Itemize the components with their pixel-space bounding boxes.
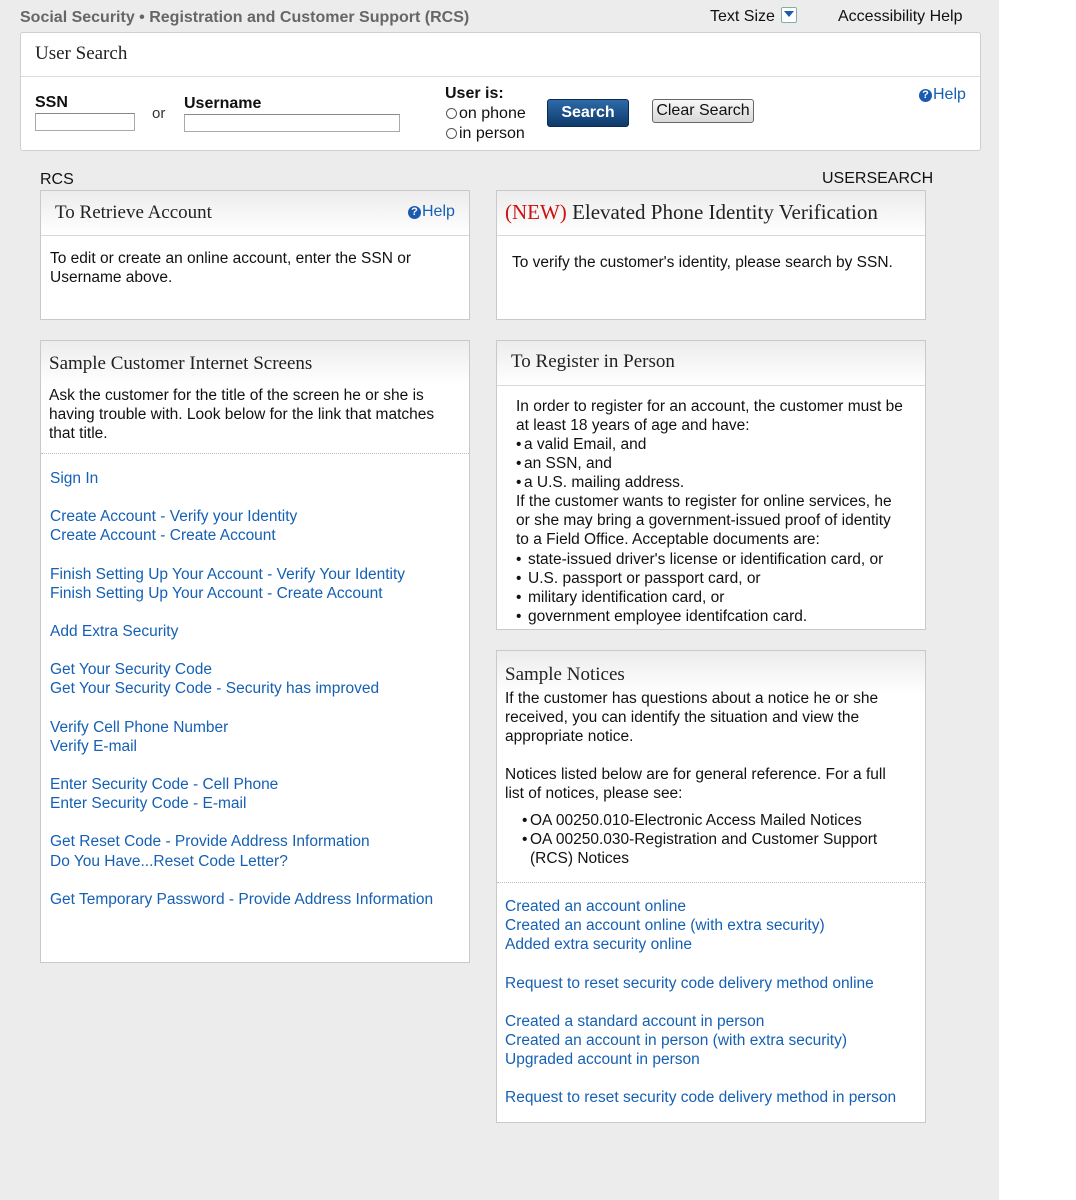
link-group	[505, 897, 896, 955]
requirement-item: • a valid Email, and	[516, 436, 647, 453]
text-size-label: Text Size	[710, 8, 775, 25]
text-line: To edit or create an online account, enter the SSN or	[50, 250, 412, 267]
reference-text[interactable]: OA 00250.010-Electronic Access Mailed Notices	[530, 812, 862, 829]
section-label: RCS	[40, 171, 74, 188]
sample-screens-panel	[40, 340, 470, 963]
screen-link[interactable]: Get Your Security Code - Security has improved	[50, 680, 380, 698]
divider	[497, 385, 925, 386]
radio-in-person-label: in person	[459, 125, 525, 142]
text-line: or she may bring a government-issued proof of identity	[516, 512, 891, 529]
divider	[497, 882, 925, 883]
screen-link[interactable]: Created an account online (with extra security)	[505, 917, 825, 935]
text-line: that title.	[49, 425, 108, 442]
top-bar	[0, 0, 999, 33]
radio-circle-icon[interactable]	[446, 108, 457, 119]
document-item: • government employee identifcation card.	[516, 608, 808, 625]
screen-link[interactable]: Finish Setting Up Your Account - Create Account	[50, 584, 383, 602]
retrieve-account-title: To Retrieve Account	[55, 202, 212, 223]
spacer	[505, 803, 886, 811]
register-in-person-title: To Register in Person	[511, 351, 675, 372]
help-label: Help	[422, 203, 455, 220]
screen-link[interactable]: Verify Cell Phone Number	[50, 718, 229, 736]
link-group	[505, 1088, 896, 1107]
radio-on-phone[interactable]	[446, 105, 526, 123]
spacer	[505, 746, 886, 765]
document-item: • military identification card, or	[516, 589, 725, 606]
divider	[497, 235, 925, 236]
username-input[interactable]	[184, 114, 400, 132]
document-text: government employee identifcation card.	[528, 608, 808, 625]
sample-notices-intro	[505, 689, 886, 868]
reference-text[interactable]: OA 00250.030-Registration and Customer Support	[530, 831, 878, 848]
sample-notices-panel	[496, 650, 926, 1123]
document-item: • U.S. passport or passport card, or	[516, 570, 761, 587]
or-label: or	[152, 105, 166, 122]
screen-link[interactable]: Get Your Security Code	[50, 661, 212, 679]
document-item: • state-issued driver's license or identification card, or	[516, 551, 884, 568]
link-group	[50, 775, 433, 813]
link-group	[505, 974, 896, 993]
user-search-title: User Search	[35, 43, 128, 64]
screen-link[interactable]: Create Account - Verify your Identity	[50, 508, 298, 526]
link-group	[50, 469, 433, 488]
screen-link[interactable]: Request to reset security code delivery method in person	[505, 1089, 897, 1107]
divider	[41, 235, 469, 236]
requirement-text: a valid Email, and	[524, 436, 647, 453]
text-line: Username above.	[50, 269, 173, 286]
document-text: U.S. passport or passport card, or	[528, 570, 761, 587]
help-icon: ?	[408, 206, 421, 219]
reference-item[interactable]: • OA 00250.010-Electronic Access Mailed Notices	[522, 812, 862, 829]
text-line: In order to register for an account, the customer must be	[516, 398, 903, 415]
screen-link[interactable]: Sign In	[50, 470, 99, 487]
screen-link[interactable]: Created an account online	[505, 898, 686, 915]
ssn-input[interactable]	[35, 113, 135, 131]
text-line: If the customer has questions about a notice he or she	[505, 690, 879, 707]
user-search-help-link[interactable]	[919, 86, 966, 104]
screen-link[interactable]: Added extra security online	[505, 936, 692, 954]
link-group	[50, 622, 433, 641]
link-group	[50, 718, 433, 756]
screen-id: USERSEARCH	[822, 170, 934, 187]
retrieve-account-help-link[interactable]	[408, 203, 455, 221]
retrieve-account-text	[50, 249, 411, 287]
radio-on-phone-label: on phone	[459, 105, 526, 122]
sample-screens-title: Sample Customer Internet Screens	[49, 353, 313, 374]
app-title: Social Security • Registration and Customer Support (RCS)	[20, 9, 470, 26]
text-line: at least 18 years of age and have:	[516, 417, 750, 434]
elevated-phone-text: To verify the customer's identity, please search by SSN.	[512, 254, 893, 271]
text-size-dropdown-button[interactable]	[781, 7, 797, 23]
screen-link[interactable]: Get Reset Code - Provide Address Information	[50, 833, 370, 851]
new-badge: (NEW)	[505, 200, 567, 224]
screen-link[interactable]: Add Extra Security	[50, 623, 179, 641]
screen-link[interactable]: Finish Setting Up Your Account - Verify Your Identity	[50, 565, 405, 583]
elevated-phone-title-text: Elevated Phone Identity Verification	[572, 200, 878, 224]
search-button[interactable]: Search	[547, 99, 629, 127]
sample-notices-title: Sample Notices	[505, 664, 625, 685]
reference-item[interactable]: • OA 00250.030-Registration and Customer Support	[522, 831, 878, 848]
screen-link[interactable]: Enter Security Code - Cell Phone	[50, 776, 279, 794]
requirement-text: a U.S. mailing address.	[524, 474, 685, 491]
reference-text-continued[interactable]: (RCS) Notices	[530, 850, 630, 867]
screen-link[interactable]: Do You Have...Reset Code Letter?	[50, 852, 288, 870]
link-group	[50, 565, 433, 603]
radio-in-person[interactable]	[446, 125, 525, 143]
text-line: list of notices, please see:	[505, 785, 683, 802]
text-line: If the customer wants to register for online services, he	[516, 493, 892, 510]
text-line: received, you can identify the situation and view the	[505, 709, 860, 726]
text-line: having trouble with. Look below for the link that matches	[49, 406, 435, 423]
screen-link[interactable]: Request to reset security code delivery method online	[505, 974, 874, 992]
user-search-panel	[20, 32, 981, 151]
divider	[41, 453, 469, 454]
document-text: state-issued driver's license or identification card, or	[528, 551, 884, 568]
text-line: Notices listed below are for general reference. For a full	[505, 766, 886, 783]
requirement-item: • an SSN, and	[516, 455, 612, 472]
help-icon: ?	[919, 89, 932, 102]
text-line: Ask the customer for the title of the screen he or she is	[49, 387, 424, 404]
register-in-person-text	[516, 397, 903, 626]
link-group	[50, 890, 433, 909]
screen-link[interactable]: Created an account in person (with extra security)	[505, 1032, 848, 1050]
clear-search-button[interactable]: Clear Search	[652, 99, 754, 123]
document-text: military identification card, or	[528, 589, 725, 606]
username-label: Username	[184, 95, 262, 112]
sample-screens-links	[50, 469, 433, 909]
elevated-phone-title	[505, 200, 878, 225]
screen-link[interactable]: Upgraded account in person	[505, 1051, 700, 1069]
sample-notices-links	[505, 897, 896, 1108]
link-group	[50, 660, 433, 698]
screen-link[interactable]: Created a standard account in person	[505, 1012, 765, 1030]
elevated-phone-panel	[496, 190, 926, 320]
user-is-label: User is:	[445, 85, 504, 102]
screen-link[interactable]: Verify E-mail	[50, 737, 137, 755]
retrieve-account-panel	[40, 190, 470, 320]
screen-link[interactable]: Get Temporary Password - Provide Address Information	[50, 890, 434, 908]
divider	[21, 76, 980, 77]
requirement-text: an SSN, and	[524, 455, 612, 472]
ssn-label: SSN	[35, 94, 68, 111]
accessibility-help-link[interactable]: Accessibility Help	[838, 8, 963, 25]
screen-link[interactable]: Enter Security Code - E-mail	[50, 795, 247, 813]
register-in-person-panel	[496, 340, 926, 630]
text-line: appropriate notice.	[505, 728, 634, 745]
chevron-down-icon	[784, 11, 794, 19]
link-group	[50, 832, 433, 870]
screen-link[interactable]: Create Account - Create Account	[50, 527, 276, 545]
sample-screens-intro	[49, 386, 434, 443]
link-group	[505, 1012, 896, 1070]
radio-circle-icon[interactable]	[446, 128, 457, 139]
text-line: to a Field Office. Acceptable documents are:	[516, 531, 820, 548]
help-label: Help	[933, 86, 966, 103]
requirement-item: • a U.S. mailing address.	[516, 474, 685, 491]
link-group	[50, 507, 433, 545]
